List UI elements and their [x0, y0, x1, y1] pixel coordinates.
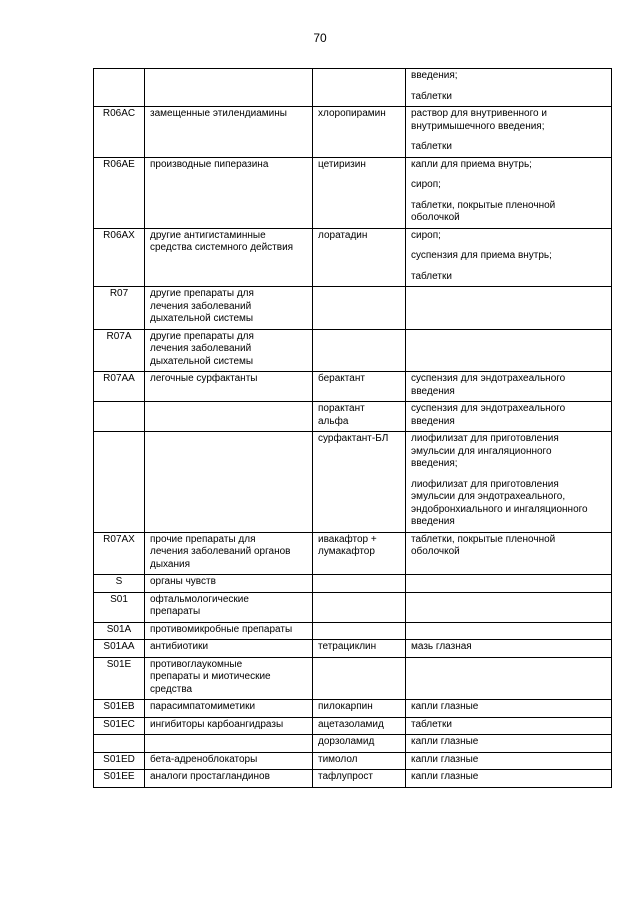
drug-name-cell — [313, 592, 406, 622]
atc-group-cell — [145, 402, 313, 432]
atc-code-cell: R07AA — [94, 372, 145, 402]
drug-name-cell — [313, 657, 406, 700]
atc-code-cell: S01EE — [94, 770, 145, 788]
atc-group-cell: ингибиторы карбоангидразы — [145, 717, 313, 735]
atc-group-cell — [145, 432, 313, 533]
drug-name-cell: хлоропирамин — [313, 107, 406, 158]
atc-group-cell: противоглаукомные препараты и миотические средства — [145, 657, 313, 700]
dosage-form-cell — [406, 432, 612, 533]
table-row — [94, 640, 612, 658]
dosage-form-item: суспензия для приема внутрь; — [411, 250, 552, 261]
dosage-form-item: капли глазные — [411, 701, 479, 712]
drug-name-cell: тимолол — [313, 752, 406, 770]
atc-group-cell: офтальмологические препараты — [145, 592, 313, 622]
atc-group-cell: производные пиперазина — [145, 157, 313, 228]
atc-group-cell — [145, 69, 313, 107]
dosage-form-item: раствор для внутривенного и внутримышечного введения; — [411, 108, 547, 132]
atc-group-cell: аналоги простагландинов — [145, 770, 313, 788]
atc-group-cell: парасимпатомиметики — [145, 700, 313, 718]
dosage-form-cell — [406, 640, 612, 658]
atc-code-cell — [94, 432, 145, 533]
table-row — [94, 717, 612, 735]
drug-name-cell: лоратадин — [313, 228, 406, 287]
drug-name-cell — [313, 329, 406, 372]
dosage-form-item: таблетки — [411, 141, 452, 152]
drug-name-cell: ивакафтор + лумакафтор — [313, 532, 406, 575]
drug-name-cell: пилокарпин — [313, 700, 406, 718]
table-row — [94, 372, 612, 402]
atc-group-cell: другие антигистаминные средства системного действия — [145, 228, 313, 287]
atc-code-cell — [94, 69, 145, 107]
table-row — [94, 157, 612, 228]
drug-name-cell — [313, 287, 406, 330]
drug-name-cell: порактант альфа — [313, 402, 406, 432]
drug-name-cell: тетрациклин — [313, 640, 406, 658]
atc-group-cell: органы чувств — [145, 575, 313, 593]
dosage-form-cell — [406, 532, 612, 575]
drug-name-cell: тафлупрост — [313, 770, 406, 788]
atc-group-cell: легочные сурфактанты — [145, 372, 313, 402]
table-row — [94, 69, 612, 107]
atc-group-cell: замещенные этилендиамины — [145, 107, 313, 158]
drug-table — [93, 68, 612, 788]
dosage-form-cell — [406, 622, 612, 640]
dosage-form-cell — [406, 770, 612, 788]
dosage-form-cell — [406, 717, 612, 735]
table-row — [94, 735, 612, 753]
atc-code-cell: S — [94, 575, 145, 593]
dosage-form-item: суспензия для эндотрахеального введения — [411, 403, 566, 427]
atc-code-cell: R07 — [94, 287, 145, 330]
table-row — [94, 752, 612, 770]
dosage-form-item: таблетки — [411, 90, 452, 102]
dosage-form-cell — [406, 752, 612, 770]
atc-code-cell — [94, 402, 145, 432]
atc-code-cell: R06AC — [94, 107, 145, 158]
drug-name-cell: дорзоламид — [313, 735, 406, 753]
atc-code-cell: S01E — [94, 657, 145, 700]
atc-code-cell: S01A — [94, 622, 145, 640]
table-row — [94, 770, 612, 788]
dosage-form-item: таблетки — [411, 718, 452, 730]
dosage-form-cell — [406, 372, 612, 402]
drug-name-cell — [313, 69, 406, 107]
dosage-form-cell — [406, 575, 612, 593]
atc-code-cell — [94, 735, 145, 753]
dosage-form-cell — [406, 69, 612, 107]
drug-name-cell: ацетазоламид — [313, 717, 406, 735]
dosage-form-cell — [406, 657, 612, 700]
table-row — [94, 575, 612, 593]
dosage-form-item: лиофилизат для приготовления эмульсии для эндотрахеального, эндобронхиального и ингаляционного введения — [411, 478, 588, 527]
table-row — [94, 532, 612, 575]
dosage-form-cell — [406, 402, 612, 432]
dosage-form-item: капли глазные — [411, 736, 479, 747]
atc-group-cell: бета-адреноблокаторы — [145, 752, 313, 770]
dosage-form-item: сироп; — [411, 229, 441, 241]
table-row — [94, 700, 612, 718]
table-row — [94, 402, 612, 432]
dosage-form-item: лиофилизат для приготовления эмульсии для ингаляционного введения; — [411, 433, 559, 469]
dosage-form-cell — [406, 700, 612, 718]
drug-name-cell — [313, 622, 406, 640]
table-row — [94, 287, 612, 330]
dosage-form-item: таблетки, покрытые пленочной оболочкой — [411, 533, 556, 557]
drug-name-cell — [313, 575, 406, 593]
table-row — [94, 329, 612, 372]
atc-code-cell: R07AX — [94, 532, 145, 575]
atc-code-cell: S01 — [94, 592, 145, 622]
atc-code-cell: R07A — [94, 329, 145, 372]
dosage-form-cell — [406, 107, 612, 158]
dosage-form-cell — [406, 157, 612, 228]
table-row — [94, 107, 612, 158]
atc-group-cell: другие препараты для лечения заболеваний дыхательной системы — [145, 329, 313, 372]
dosage-form-item: капли глазные — [411, 753, 479, 765]
table-row — [94, 432, 612, 533]
dosage-form-cell — [406, 228, 612, 287]
dosage-form-item: мазь глазная — [411, 641, 472, 652]
dosage-form-cell — [406, 329, 612, 372]
dosage-form-item: суспензия для эндотрахеального введения — [411, 373, 566, 397]
table-row — [94, 622, 612, 640]
page-number: 70 — [313, 31, 327, 45]
atc-group-cell: прочие препараты для лечения заболеваний органов дыхания — [145, 532, 313, 575]
dosage-form-cell — [406, 735, 612, 753]
atc-code-cell: S01EC — [94, 717, 145, 735]
dosage-form-item: введения; — [411, 70, 458, 81]
drug-name-cell: берактант — [313, 372, 406, 402]
atc-code-cell: S01EB — [94, 700, 145, 718]
dosage-form-item: таблетки — [411, 270, 452, 282]
table-row — [94, 592, 612, 622]
dosage-form-cell — [406, 592, 612, 622]
atc-group-cell: противомикробные препараты — [145, 622, 313, 640]
dosage-form-cell — [406, 287, 612, 330]
dosage-form-item: капли для приема внутрь; — [411, 158, 532, 170]
table-row — [94, 657, 612, 700]
dosage-form-item: сироп; — [411, 179, 441, 190]
drug-name-cell: сурфактант-БЛ — [313, 432, 406, 533]
atc-group-cell: другие препараты для лечения заболеваний дыхательной системы — [145, 287, 313, 330]
dosage-form-item: капли глазные — [411, 771, 479, 782]
atc-group-cell — [145, 735, 313, 753]
atc-code-cell: S01AA — [94, 640, 145, 658]
atc-group-cell: антибиотики — [145, 640, 313, 658]
atc-code-cell: S01ED — [94, 752, 145, 770]
drug-name-cell: цетиризин — [313, 157, 406, 228]
atc-code-cell: R06AE — [94, 157, 145, 228]
atc-code-cell: R06AX — [94, 228, 145, 287]
dosage-form-item: таблетки, покрытые пленочной оболочкой — [411, 199, 556, 223]
table-row — [94, 228, 612, 287]
